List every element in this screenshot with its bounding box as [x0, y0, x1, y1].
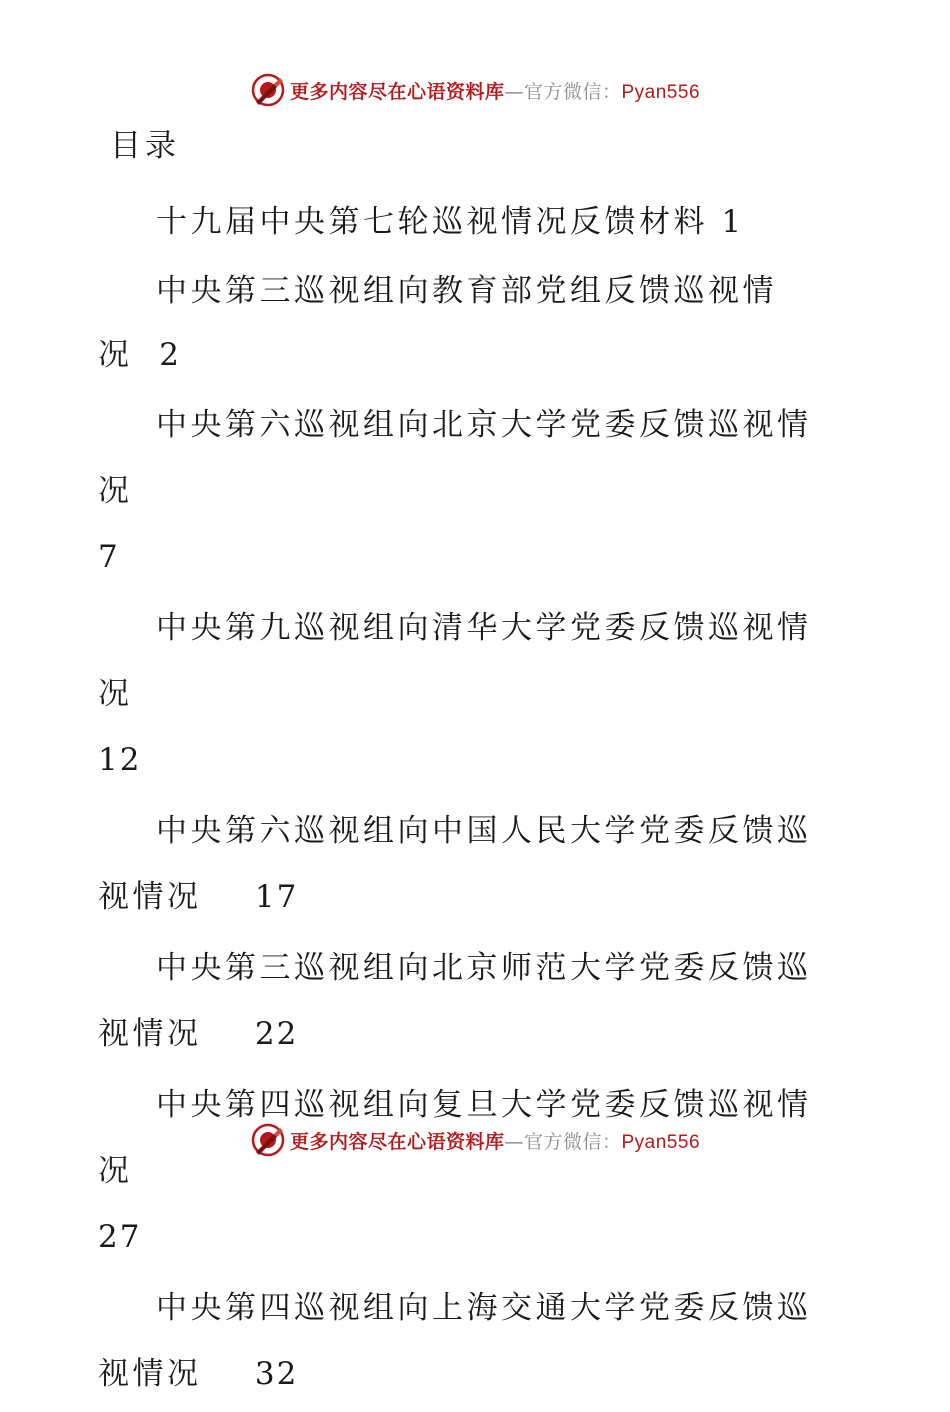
toc-entry[interactable]: 中央第九巡视组向清华大学党委反馈巡视情况 12	[98, 610, 812, 778]
toc-entry[interactable]: 十九届中央第七轮巡视情况反馈材料 1	[156, 204, 744, 240]
watermark-banner-top	[0, 70, 950, 110]
watermark-text: 更多内容尽在心语资料库—官方微信：Pyan556	[289, 80, 701, 103]
watermark-text: 更多内容尽在心语资料库—官方微信：Pyan556	[289, 1130, 701, 1153]
toc-title: 目录	[110, 128, 180, 164]
pen-logo-icon	[250, 1122, 286, 1158]
toc-entry[interactable]: 中央第六巡视组向中国人民大学党委反馈巡视情况 17	[98, 813, 812, 915]
toc-entry[interactable]: 中央第四巡视组向上海交通大学党委反馈巡视情况 32	[98, 1290, 812, 1392]
table-of-contents	[98, 190, 843, 1412]
toc-entry[interactable]: 中央第三巡视组向教育部党组反馈巡视情况 2	[98, 273, 777, 373]
toc-entry[interactable]: 中央第六巡视组向北京大学党委反馈巡视情况 7	[98, 407, 812, 575]
toc-entry[interactable]: 中央第三巡视组向北京师范大学党委反馈巡视情况 22	[98, 950, 812, 1052]
watermark-banner-bottom	[0, 1120, 950, 1160]
toc-entry[interactable]: 中央第四巡视组向复旦大学党委反馈巡视情况 27	[98, 1087, 812, 1255]
pen-logo-icon	[250, 72, 286, 108]
